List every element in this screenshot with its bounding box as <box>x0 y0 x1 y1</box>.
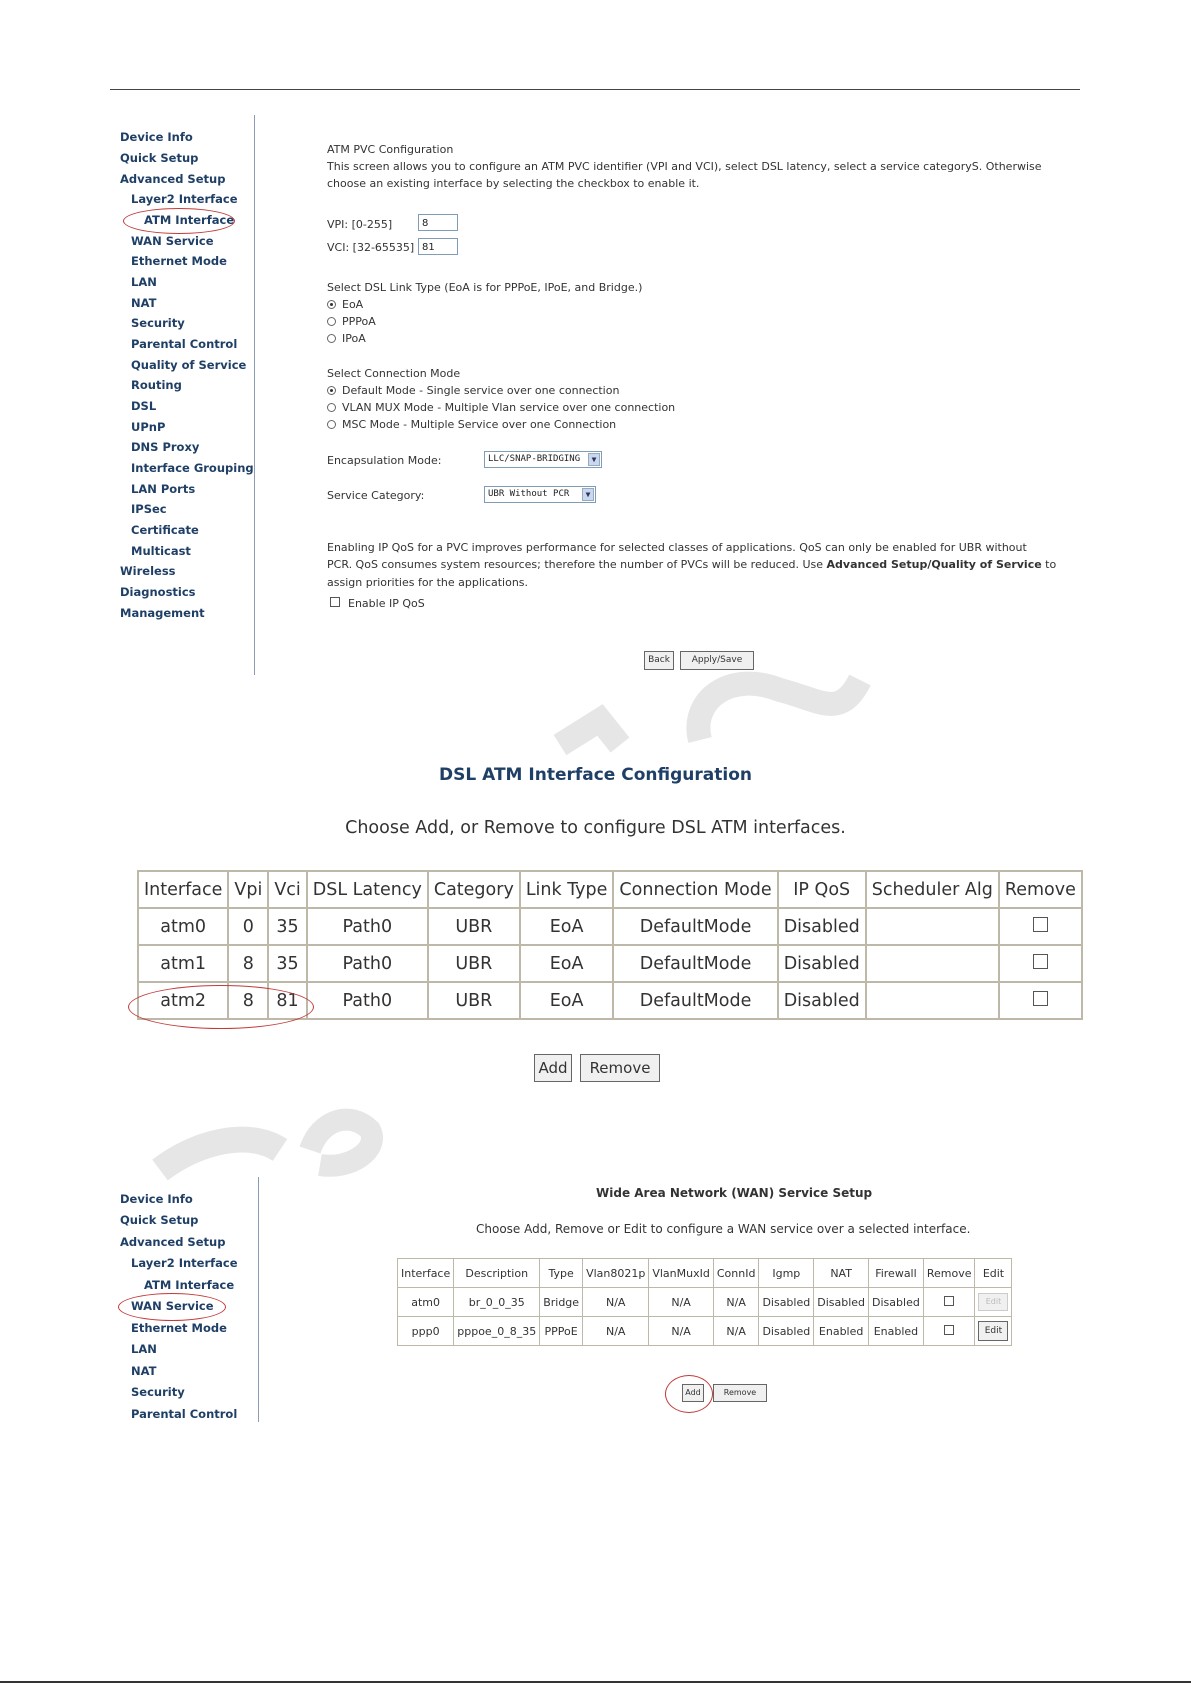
sidebar-item-routing[interactable]: Routing <box>131 378 182 392</box>
col-firewall: Firewall <box>869 1259 924 1288</box>
sidebar-item-ipsec[interactable]: IPSec <box>131 502 167 516</box>
cell-interface: atm0 <box>138 908 228 945</box>
cell-vlanmuxid: N/A <box>649 1288 714 1317</box>
radio-msc[interactable] <box>327 420 336 429</box>
sidebar-item-atm-interface[interactable]: ATM Interface <box>144 213 235 227</box>
sidebar-divider <box>258 1177 259 1422</box>
sidebar-item-lan[interactable]: LAN <box>131 275 157 289</box>
sidebar-item-upnp[interactable]: UPnP <box>131 420 166 434</box>
qos-text-line2 <box>327 558 1056 571</box>
link-type-pppoa[interactable] <box>327 315 376 328</box>
cell-firewall: Enabled <box>869 1317 924 1346</box>
cell-remove <box>999 908 1082 945</box>
edit-button-disabled[interactable]: Edit <box>978 1293 1008 1311</box>
service-category-value: UBR Without PCR <box>488 489 570 499</box>
cell-remove <box>999 982 1082 1019</box>
radio-default-mode-label: Default Mode - Single service over one connection <box>342 384 620 397</box>
cell-description: pppoe_0_8_35 <box>454 1317 540 1346</box>
sidebar-item-multicast[interactable]: Multicast <box>131 544 191 558</box>
sidebar-item-security[interactable]: Security <box>131 316 185 330</box>
cell-vpi: 8 <box>228 982 268 1019</box>
cell-vci: 81 <box>268 982 306 1019</box>
chevron-down-icon[interactable]: ▼ <box>588 453 600 466</box>
radio-eoa-label: EoA <box>342 298 364 311</box>
cell-interface: atm0 <box>398 1288 454 1317</box>
col-edit: Edit <box>975 1259 1012 1288</box>
col-category: Category <box>428 871 520 908</box>
cell-connid: N/A <box>713 1288 759 1317</box>
sidebar-item-lan-ports[interactable]: LAN Ports <box>131 482 196 496</box>
cell-nat: Disabled <box>814 1288 869 1317</box>
edit-button[interactable]: Edit <box>978 1321 1008 1341</box>
remove-checkbox[interactable] <box>1033 954 1048 969</box>
back-button[interactable]: Back <box>644 651 674 670</box>
vci-label: VCI: [32-65535] <box>327 241 415 254</box>
cell-vpi: 0 <box>228 908 268 945</box>
cell-link-type: EoA <box>520 908 614 945</box>
encap-mode-value: LLC/SNAP-BRIDGING <box>488 454 581 464</box>
cell-remove <box>923 1317 975 1346</box>
cell-vlanmuxid: N/A <box>649 1317 714 1346</box>
table-row <box>138 908 1082 945</box>
cell-ip-qos: Disabled <box>778 908 866 945</box>
qos-text-line3: assign priorities for the applications. <box>327 576 529 589</box>
cell-ip-qos: Disabled <box>778 945 866 982</box>
cell-link-type: EoA <box>520 945 614 982</box>
col-vlanmuxid: VlanMuxId <box>649 1259 714 1288</box>
encap-mode-label: Encapsulation Mode: <box>327 454 442 467</box>
highlight-ring-wan-service <box>118 1293 226 1321</box>
enable-qos-label: Enable IP QoS <box>348 597 425 610</box>
cell-interface: atm1 <box>138 945 228 982</box>
table-header-row <box>138 871 1082 908</box>
sidebar-item-nat[interactable]: NAT <box>131 296 157 310</box>
sidebar-item-quality-of-service[interactable]: Quality of Service <box>131 358 247 372</box>
sidebar-item-quick-setup[interactable]: Quick Setup <box>120 151 199 165</box>
sidebar-item-ethernet-mode[interactable]: Ethernet Mode <box>131 254 227 268</box>
intro-text-line1: This screen allows you to configure an ATM PVC identifier (VPI and VCI), select DSL latency, select a service categoryS. Otherwise <box>327 160 1042 173</box>
conn-mode-msc[interactable] <box>327 418 616 431</box>
link-type-label: Select DSL Link Type (EoA is for PPPoE, IPoE, and Bridge.) <box>327 281 643 294</box>
page-top-rule <box>110 89 1080 90</box>
col-interface: Interface <box>138 871 228 908</box>
cell-dsl-latency: Path0 <box>307 945 428 982</box>
cell-scheduler-alg <box>866 908 999 945</box>
qos-text-part: to <box>1041 558 1057 571</box>
service-category-label: Service Category: <box>327 489 425 502</box>
sidebar-item-certificate[interactable]: Certificate <box>131 523 199 537</box>
wan-table <box>397 1258 1012 1346</box>
radio-eoa[interactable] <box>327 300 336 309</box>
col-remove: Remove <box>923 1259 975 1288</box>
cell-dsl-latency: Path0 <box>307 982 428 1019</box>
radio-ipoa-label: IPoA <box>342 332 366 345</box>
radio-vlan-mux-label: VLAN MUX Mode - Multiple Vlan service over one connection <box>342 401 676 414</box>
intro-text-line2: choose an existing interface by selecting the checkbox to enable it. <box>327 177 700 190</box>
col-link-type: Link Type <box>520 871 614 908</box>
sidebar-item-advanced-setup[interactable]: Advanced Setup <box>120 1235 226 1249</box>
col-dsl-latency: DSL Latency <box>307 871 428 908</box>
cell-dsl-latency: Path0 <box>307 908 428 945</box>
cell-igmp: Disabled <box>759 1317 814 1346</box>
table-row <box>138 945 1082 982</box>
sidebar-item-dsl[interactable]: DSL <box>131 399 157 413</box>
sidebar-item-dns-proxy[interactable]: DNS Proxy <box>131 440 200 454</box>
cell-vci: 35 <box>268 945 306 982</box>
sidebar-item-quick-setup[interactable]: Quick Setup <box>120 1213 199 1227</box>
wan-title: Wide Area Network (WAN) Service Setup <box>596 1186 873 1200</box>
sidebar-item-wan-service[interactable]: WAN Service <box>131 1299 214 1313</box>
radio-pppoa[interactable] <box>327 317 336 326</box>
cell-category: UBR <box>428 945 520 982</box>
radio-vlan-mux[interactable] <box>327 403 336 412</box>
radio-pppoa-label: PPPoA <box>342 315 376 328</box>
sidebar-item-wireless[interactable]: Wireless <box>120 564 176 578</box>
wan-subtitle: Choose Add, Remove or Edit to configure a WAN service over a selected interface. <box>476 1222 971 1236</box>
service-category-select[interactable] <box>484 486 596 503</box>
sidebar-item-security[interactable]: Security <box>131 1385 185 1399</box>
sidebar-item-management[interactable]: Management <box>120 606 205 620</box>
conn-mode-label: Select Connection Mode <box>327 367 461 380</box>
wan-remove-button[interactable]: Remove <box>713 1384 767 1402</box>
highlight-ring-atm-interface <box>123 208 235 234</box>
col-connection-mode: Connection Mode <box>613 871 777 908</box>
cell-vci: 35 <box>268 908 306 945</box>
table-row <box>398 1317 1012 1346</box>
cell-remove <box>923 1288 975 1317</box>
qos-link-text: Advanced Setup/Quality of Service <box>826 558 1042 571</box>
cell-nat: Enabled <box>814 1317 869 1346</box>
sidebar-item-lan[interactable]: LAN <box>131 1342 157 1356</box>
cell-connection-mode: DefaultMode <box>613 945 777 982</box>
cell-igmp: Disabled <box>759 1288 814 1317</box>
col-vpi: Vpi <box>228 871 268 908</box>
cell-remove <box>999 945 1082 982</box>
cell-type: PPPoE <box>540 1317 583 1346</box>
page-title: ATM PVC Configuration <box>327 143 454 156</box>
conn-mode-default[interactable] <box>327 384 619 397</box>
vpi-input[interactable]: 8 <box>418 214 458 231</box>
cell-vlan8021p: N/A <box>583 1317 649 1346</box>
col-interface: Interface <box>398 1259 454 1288</box>
sidebar-divider <box>254 115 255 675</box>
remove-checkbox[interactable] <box>1033 991 1048 1006</box>
col-scheduler-alg: Scheduler Alg <box>866 871 999 908</box>
cell-category: UBR <box>428 908 520 945</box>
cell-type: Bridge <box>540 1288 583 1317</box>
radio-default-mode[interactable] <box>327 386 336 395</box>
remove-checkbox[interactable] <box>1033 917 1048 932</box>
radio-msc-label: MSC Mode - Multiple Service over one Connection <box>342 418 617 431</box>
add-button[interactable]: Add <box>534 1054 572 1082</box>
highlight-ring-atm2-row <box>128 985 314 1029</box>
highlight-ring-add-button <box>665 1375 713 1413</box>
qos-text-line1: Enabling IP QoS for a PVC improves performance for selected classes of applications. QoS can only be enabled for UBR without <box>327 541 1027 554</box>
sidebar-item-device-info[interactable]: Device Info <box>120 1192 193 1206</box>
cell-link-type: EoA <box>520 982 614 1019</box>
link-type-ipoa[interactable] <box>327 332 366 345</box>
cell-vlan8021p: N/A <box>583 1288 649 1317</box>
cell-interface: atm2 <box>138 982 228 1019</box>
col-vlan8021p: Vlan8021p <box>583 1259 649 1288</box>
cell-description: br_0_0_35 <box>454 1288 540 1317</box>
col-type: Type <box>540 1259 583 1288</box>
sidebar-item-wan-service[interactable]: WAN Service <box>131 234 214 248</box>
enable-qos-checkbox[interactable] <box>330 597 340 607</box>
cell-scheduler-alg <box>866 982 999 1019</box>
col-nat: NAT <box>814 1259 869 1288</box>
col-remove: Remove <box>999 871 1082 908</box>
col-vci: Vci <box>268 871 306 908</box>
remove-checkbox[interactable] <box>944 1296 954 1306</box>
dsl-atm-subtitle: Choose Add, or Remove to configure DSL ATM interfaces. <box>345 818 846 838</box>
table-header-row <box>398 1259 1012 1288</box>
cell-firewall: Disabled <box>869 1288 924 1317</box>
table-row <box>398 1288 1012 1317</box>
col-description: Description <box>454 1259 540 1288</box>
remove-checkbox[interactable] <box>944 1325 954 1335</box>
cell-connection-mode: DefaultMode <box>613 982 777 1019</box>
col-igmp: Igmp <box>759 1259 814 1288</box>
sidebar-item-parental-control[interactable]: Parental Control <box>131 337 238 351</box>
cell-connid: N/A <box>713 1317 759 1346</box>
qos-text-part: PCR. QoS consumes system resources; therefore the number of PVCs will be reduced. Use <box>327 558 827 571</box>
cell-connection-mode: DefaultMode <box>613 908 777 945</box>
chevron-down-icon[interactable]: ▼ <box>582 488 594 501</box>
sidebar-item-layer2-interface[interactable]: Layer2 Interface <box>131 1256 238 1270</box>
sidebar-item-interface-grouping[interactable]: Interface Grouping <box>131 461 254 475</box>
dsl-atm-title: DSL ATM Interface Configuration <box>439 765 752 785</box>
vpi-label: VPI: [0-255] <box>327 218 393 231</box>
sidebar-item-parental-control[interactable]: Parental Control <box>131 1407 238 1421</box>
cell-category: UBR <box>428 982 520 1019</box>
remove-button[interactable]: Remove <box>580 1054 660 1082</box>
sidebar-item-ethernet-mode[interactable]: Ethernet Mode <box>131 1321 227 1335</box>
sidebar-item-diagnostics[interactable]: Diagnostics <box>120 585 196 599</box>
sidebar-item-atm-interface[interactable]: ATM Interface <box>144 1278 235 1292</box>
link-type-eoa[interactable] <box>327 298 363 311</box>
enable-qos-row[interactable] <box>330 597 425 610</box>
cell-edit <box>975 1317 1012 1346</box>
cell-vpi: 8 <box>228 945 268 982</box>
cell-ip-qos: Disabled <box>778 982 866 1019</box>
sidebar-item-layer2-interface[interactable]: Layer2 Interface <box>131 192 238 206</box>
radio-ipoa[interactable] <box>327 334 336 343</box>
page-bottom-rule <box>0 1681 1191 1683</box>
sidebar-item-device-info[interactable]: Device Info <box>120 130 193 144</box>
sidebar-item-advanced-setup[interactable]: Advanced Setup <box>120 172 226 186</box>
wan-add-button[interactable]: Add <box>682 1384 704 1402</box>
vci-input[interactable]: 81 <box>418 238 458 255</box>
encap-mode-select[interactable] <box>484 451 602 468</box>
cell-scheduler-alg <box>866 945 999 982</box>
conn-mode-vlan-mux[interactable] <box>327 401 675 414</box>
apply-save-button[interactable]: Apply/Save <box>680 651 754 670</box>
cell-interface: ppp0 <box>398 1317 454 1346</box>
col-connid: ConnId <box>713 1259 759 1288</box>
sidebar-item-nat[interactable]: NAT <box>131 1364 157 1378</box>
cell-edit <box>975 1288 1012 1317</box>
col-ip-qos: IP QoS <box>778 871 866 908</box>
